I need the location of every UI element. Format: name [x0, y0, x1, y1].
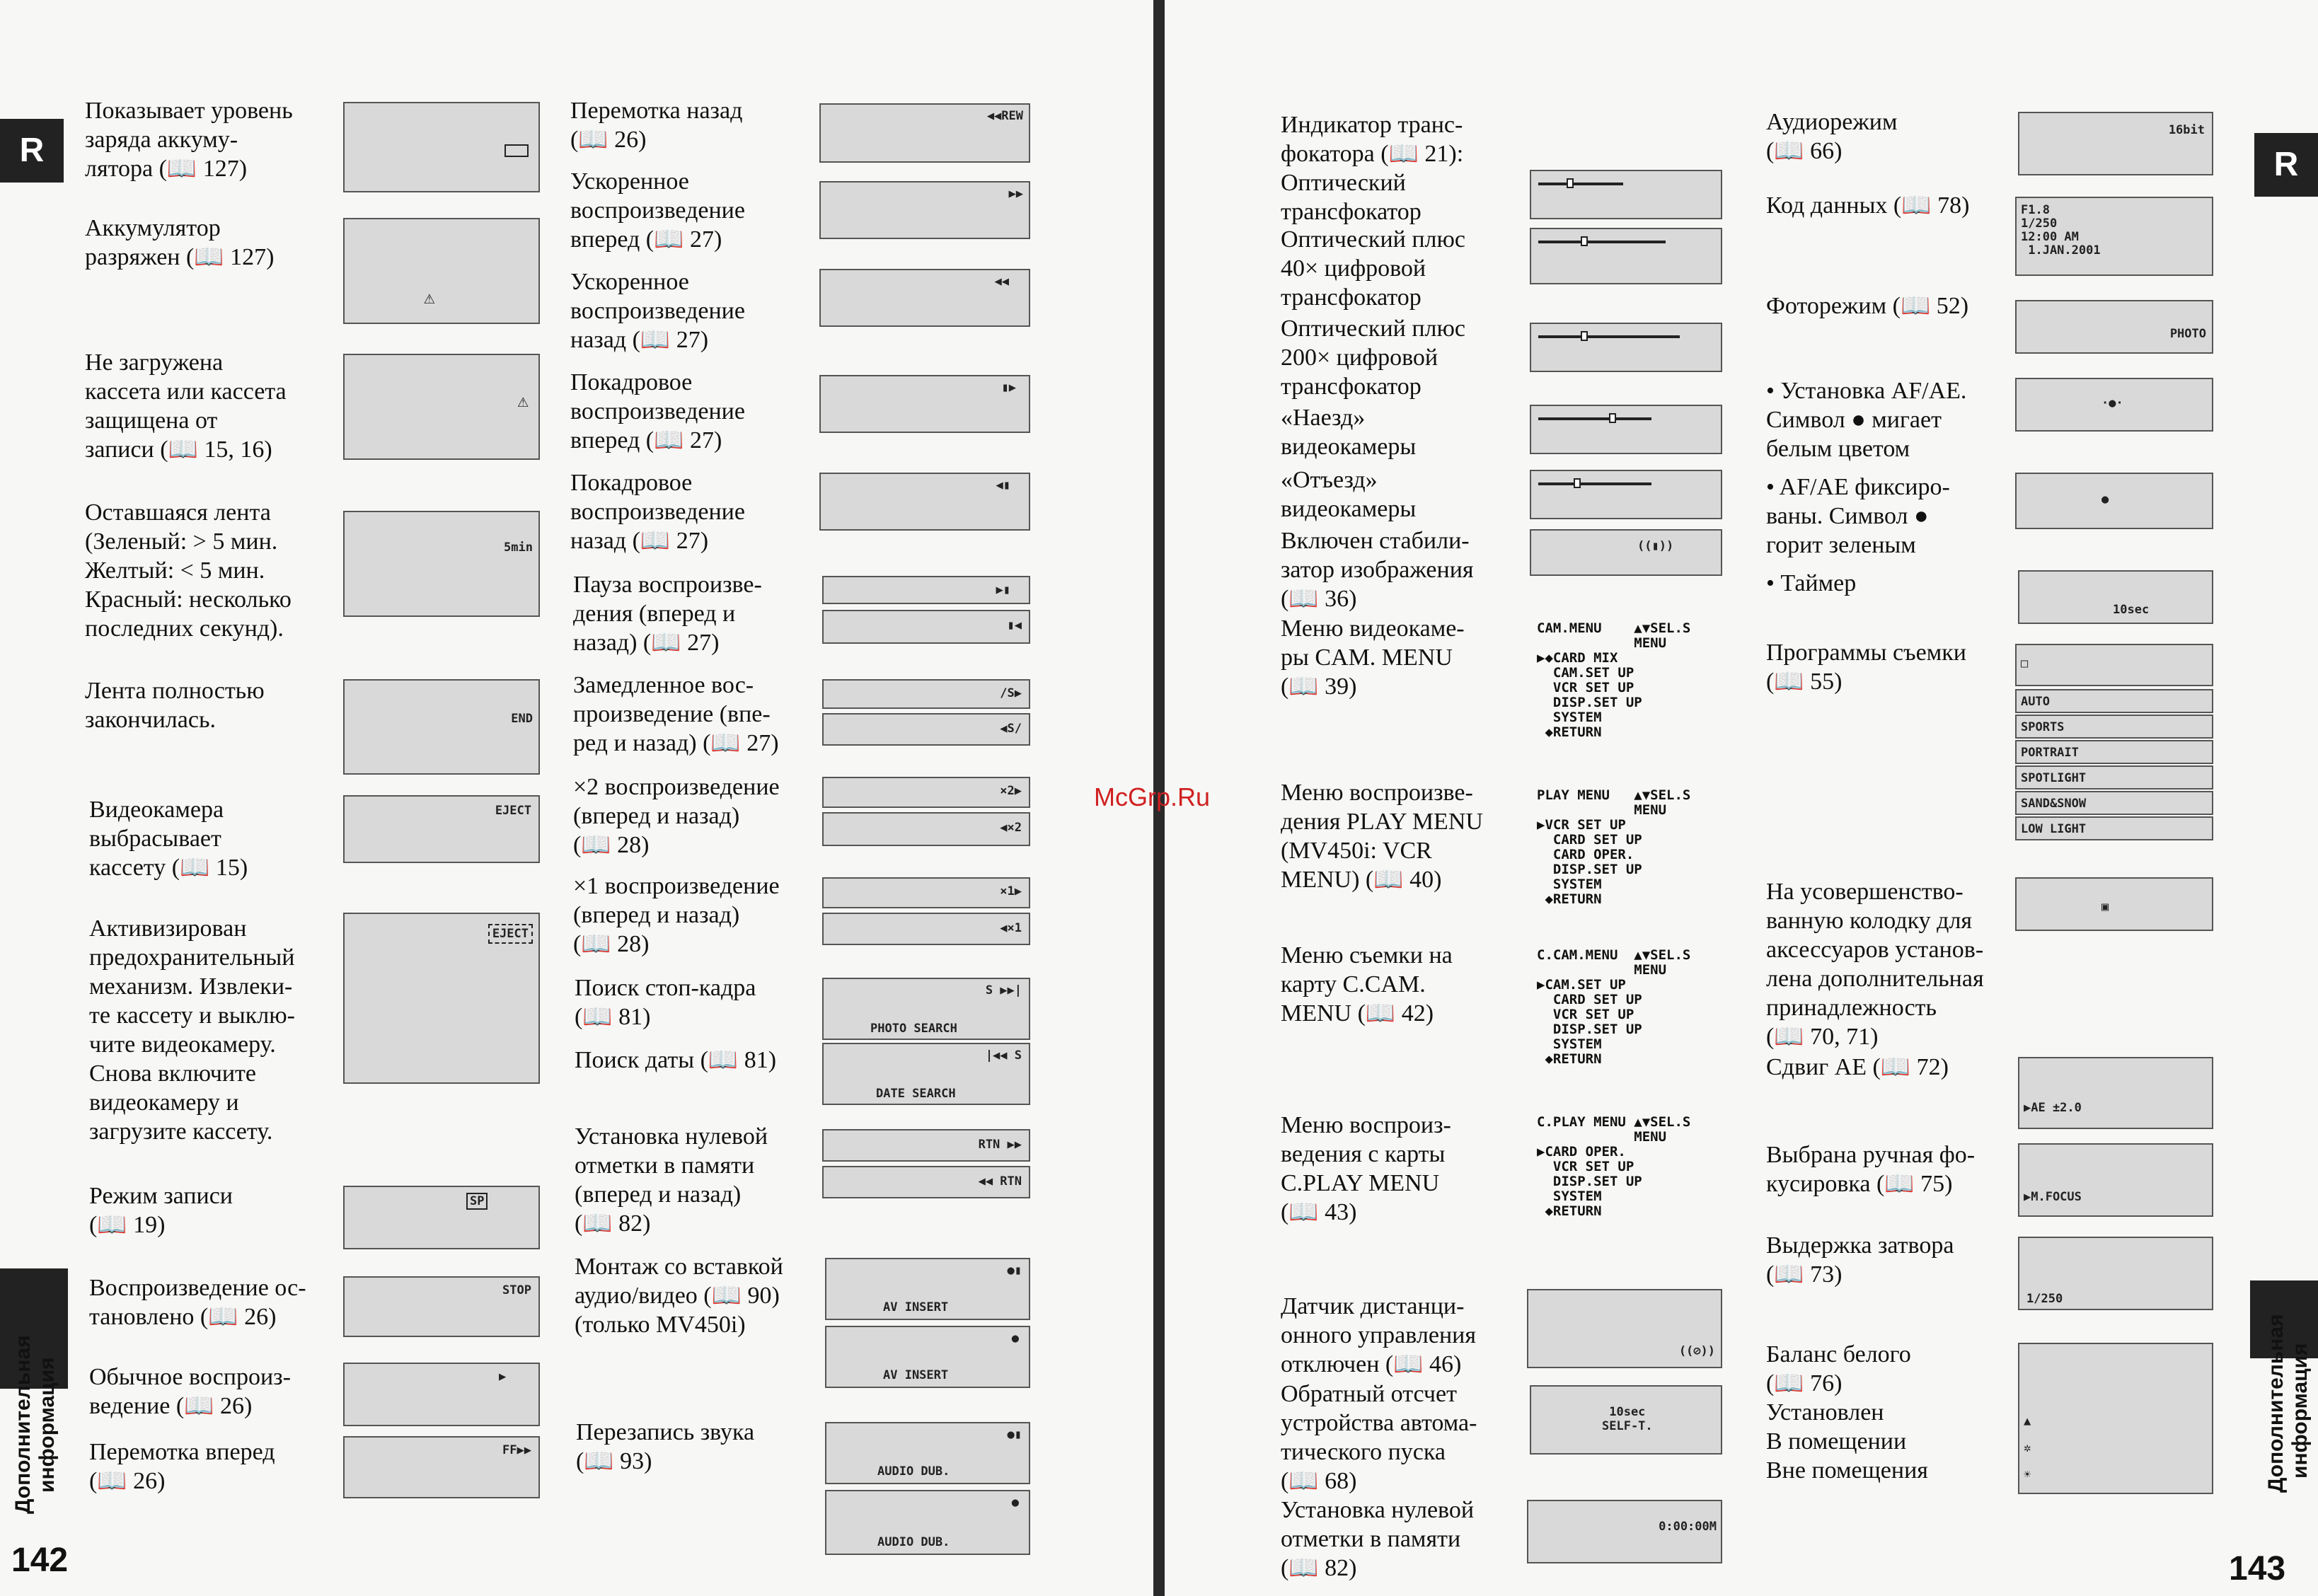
x2-back-label: ◀×2: [1000, 821, 1022, 835]
side-label-right-2: информация: [2288, 1343, 2312, 1479]
entry-battery-exhausted: Аккумулятор разряжен (📖 127): [85, 215, 275, 270]
entry-photo-search: Поиск стоп-кадра (📖 81): [575, 975, 756, 1030]
section-tab-right: R: [2254, 133, 2318, 197]
rtn-fwd-label: RTN ▶▶: [978, 1138, 1022, 1152]
zoom-marker: [1609, 413, 1616, 423]
ccam-menu-screen: C.CAM.MENU ▲▼SEL.S MENU ▶CAM.SET UP CARD SET UP VCR SET UP DISP.SET UP SYSTEM ◆RETURN: [1537, 947, 1691, 1067]
side-label-left-1: Дополнительная: [11, 1335, 35, 1514]
entry-fast-play-back: Ускоренное воспроизведение назад (📖 27): [570, 269, 745, 353]
x2-fwd-label: ×2▶: [1000, 784, 1022, 798]
entry-programs: Программы съемки (📖 55): [1766, 640, 1966, 695]
self-timer-label: 10sec SELF-T.: [1602, 1405, 1653, 1433]
entry-av-insert: Монтаж со вставкой аудио/видео (📖 90) (только MV450i): [575, 1254, 783, 1338]
cam-menu-screen: CAM.MENU ▲▼SEL.S MENU ▶◆CARD MIX CAM.SET UP VCR SET UP DISP.SET UP SYSTEM ◆RETURN: [1537, 620, 1691, 740]
screen-x2-fwd: [822, 777, 1030, 808]
entry-data-code: Код данных (📖 78): [1766, 192, 1970, 219]
screen-tape-end: [343, 679, 540, 775]
date-search-label: DATE SEARCH: [876, 1087, 956, 1101]
af-ae-lock-icon: ●: [2101, 492, 2109, 507]
entry-fast-play-fwd: Ускоренное воспроизведение вперед (📖 27): [570, 168, 745, 253]
screen-stop: [343, 1276, 540, 1337]
program-portrait: PORTRAIT: [2015, 740, 2213, 764]
remote-off-icon: ((⊘)): [1678, 1344, 1715, 1358]
program-spotlight: SPOTLIGHT: [2015, 765, 2213, 790]
entry-audio-dub: Перезапись звука (📖 93): [576, 1419, 755, 1474]
entry-x2-play: ×2 воспроизведение (вперед и назад) (📖 28): [573, 774, 780, 858]
screen-av-insert-2: [825, 1326, 1030, 1388]
ae-shift-label: ▶AE ±2.0: [2024, 1101, 2082, 1115]
x1-back-label: ◀×1: [1000, 921, 1022, 935]
stabilizer-icon: ((▮)): [1637, 539, 1674, 553]
remaining-tape-label: 5min: [504, 540, 533, 555]
entry-no-cassette: Не загружена кассета или кассета защищена от записи (📖 15, 16): [85, 349, 287, 463]
entry-audio-mode: Аудиорежим (📖 66): [1766, 109, 1898, 164]
entry-white-balance: Баланс белого (📖 76) Установлен В помещении Вне помещения: [1766, 1341, 1928, 1484]
frame-fwd-label: ▮▶: [1001, 381, 1016, 395]
entry-battery-level: Показывает уровень заряда аккуму- лятора (📖 127): [85, 98, 293, 182]
entry-zoom-in: «Наезд» видеокамеры: [1281, 405, 1417, 460]
entry-accessory-shoe: На усовершенство- ванную колодку для аксессуаров установ- лена дополнительная принадлежность (📖 70, 71): [1766, 879, 1984, 1050]
entry-af-ae-locked: • AF/AE фиксиро- ваны. Символ ● горит зеленым: [1766, 474, 1950, 558]
screen-rewind: [819, 103, 1030, 163]
entry-photo-mode: Фоторежим (📖 52): [1766, 293, 1969, 319]
screen-remote-off: [1527, 1289, 1722, 1368]
entry-record-mode: Режим записи (📖 19): [89, 1183, 233, 1238]
screen-pause-back: [822, 610, 1030, 644]
audio-dub-label-2: AUDIO DUB.: [877, 1535, 950, 1549]
entry-rewind: Перемотка назад (📖 26): [570, 98, 743, 153]
zoom-bar: [1538, 417, 1651, 420]
play-label: ▶: [499, 1370, 507, 1384]
accessory-icon: ▣: [2101, 900, 2109, 914]
zoom-marker: [1581, 331, 1588, 341]
x1-fwd-label: ×1▶: [1000, 884, 1022, 898]
screen-x1-fwd: [822, 877, 1030, 908]
screen-photo-mode: [2015, 300, 2213, 354]
entry-slow-play: Замедленное вос- произведение (впе- ред и назад) (📖 27): [573, 672, 779, 756]
side-label-left-2: информация: [35, 1357, 59, 1493]
photo-mode-label: PHOTO: [2169, 327, 2206, 341]
battery-warning-icon: ⚠: [424, 287, 435, 308]
screen-fast-play-fwd: [819, 181, 1030, 239]
screen-x1-back: [822, 913, 1030, 945]
screen-zero-memory-fwd: [822, 1129, 1030, 1162]
screen-audio-dub-1: [825, 1422, 1030, 1484]
play-menu-screen: PLAY MENU ▲▼SEL.S MENU ▶VCR SET UP CARD SET UP CARD OPER. DISP.SET UP SYSTEM ◆RETURN: [1537, 787, 1691, 907]
screen-accessory-shoe: [2015, 877, 2213, 931]
audio-dub-label-1: AUDIO DUB.: [877, 1464, 950, 1479]
entry-date-search: Поиск даты (📖 81): [575, 1047, 777, 1073]
screen-x2-back: [822, 812, 1030, 846]
battery-icon: [504, 144, 529, 157]
audio-dub-icon-1: ●▮: [1007, 1428, 1022, 1442]
screen-fast-forward: [343, 1436, 540, 1498]
screen-zoom-out: [1530, 470, 1722, 519]
screen-safety-mechanism: [343, 913, 540, 1084]
zoom-bar: [1538, 241, 1666, 243]
screen-av-insert-1: [825, 1258, 1030, 1320]
zoom-bar: [1538, 482, 1651, 485]
screen-white-balance: [2018, 1343, 2213, 1494]
zero-memory-counter: 0:00:00M: [1659, 1520, 1717, 1534]
photo-search-icons: S ▶▶|: [985, 983, 1022, 998]
screen-stabilizer: [1530, 529, 1722, 576]
page-number-left: 142: [11, 1542, 69, 1579]
af-ae-blink-icon: ·●·: [2101, 396, 2123, 410]
rtn-back-label: ◀◀ RTN: [978, 1174, 1022, 1189]
entry-ae-shift: Сдвиг AE (📖 72): [1766, 1054, 1949, 1080]
av-insert-label-1: AV INSERT: [883, 1300, 949, 1314]
side-label-right-1: Дополнительная: [2264, 1314, 2288, 1493]
cassette-warning-icon: ⚠: [517, 391, 529, 412]
screen-normal-playback: [343, 1363, 540, 1426]
entry-remaining-tape: Оставшаяся лента (Зеленый: > 5 мин. Желтый: < 5 мин. Красный: несколько последних секунд).: [85, 499, 292, 642]
screen-manual-focus: [2018, 1143, 2213, 1217]
screen-ae-shift: [2018, 1057, 2213, 1129]
screen-timer: [2018, 570, 2213, 624]
entry-af-ae-set: • Установка AF/AE. Символ ● мигает белым цветом: [1766, 378, 1967, 462]
entry-tape-end: Лента полностью закончилась.: [85, 678, 265, 733]
white-balance-icons: ▲ ✲ ☀: [2024, 1414, 2031, 1482]
record-mode-label: SP: [466, 1193, 488, 1210]
entry-zoom-out: «Отъезд» видеокамеры: [1281, 467, 1417, 522]
data-code-label: F1.8 1/250 12:00 AM 1.JAN.2001: [2021, 203, 2101, 258]
screen-audio-mode: [2018, 112, 2213, 175]
screen-zoom-200x: [1530, 323, 1722, 372]
screen-af-ae-locked: [2015, 473, 2213, 529]
fast-play-fwd-label: ▶▶: [1008, 187, 1023, 201]
zoom-marker: [1581, 236, 1588, 246]
page-number-right: 143: [2229, 1550, 2286, 1588]
entry-manual-focus: Выбрана ручная фо- кусировка (📖 75): [1766, 1142, 1976, 1197]
av-insert-icon-2: ●: [1011, 1331, 1019, 1346]
audio-dub-icon-2: ●: [1011, 1496, 1019, 1510]
screen-zoom-40x: [1530, 228, 1722, 284]
screen-photo-search: [822, 978, 1030, 1040]
manual-focus-label: ▶M.FOCUS: [2024, 1190, 2082, 1204]
screen-record-mode: [343, 1186, 540, 1249]
entry-remote-off: Датчик дистанци- онного управления отключен (📖 46): [1281, 1293, 1476, 1377]
fast-play-back-label: ◀◀: [994, 274, 1009, 289]
screen-eject: [343, 795, 540, 863]
screen-data-code: [2015, 197, 2213, 276]
screen-date-search: [822, 1043, 1030, 1105]
av-insert-label-2: AV INSERT: [883, 1368, 949, 1382]
screen-no-cassette: [343, 354, 540, 460]
entry-pause: Пауза воспроизве- дения (вперед и назад) (📖 27): [573, 572, 762, 656]
zoom-bar: [1538, 335, 1680, 338]
frame-back-label: ◀▮: [996, 478, 1010, 492]
program-sand-snow: SAND&SNOW: [2015, 791, 2213, 815]
cplay-menu-screen: C.PLAY MENU ▲▼SEL.S MENU ▶CARD OPER. VCR SET UP DISP.SET UP SYSTEM ◆RETURN: [1537, 1114, 1691, 1219]
screen-slow-fwd: [822, 679, 1030, 709]
tape-end-label: END: [511, 712, 533, 726]
slow-fwd-label: /S▶: [1000, 686, 1022, 700]
screen-battery-level: [343, 102, 540, 192]
photo-search-label: PHOTO SEARCH: [870, 1022, 957, 1036]
zoom-marker: [1567, 178, 1574, 188]
entry-zoom-40x: Оптический плюс 40× цифровой трансфокатор: [1281, 226, 1465, 311]
screen-zero-memory-back: [822, 1166, 1030, 1198]
screen-self-timer: [1530, 1385, 1722, 1455]
ff-label: FF▶▶: [502, 1443, 531, 1457]
screen-remaining-tape: [343, 511, 540, 617]
entry-x1-play: ×1 воспроизведение (вперед и назад) (📖 28): [573, 873, 780, 957]
eject-warning-label: EJECT: [488, 924, 533, 944]
entry-self-timer: Обратный отсчет устройства автома- тического пуска (📖 68): [1281, 1381, 1477, 1494]
screen-frame-fwd: [819, 375, 1030, 433]
slow-back-label: ◀S/: [1000, 722, 1022, 736]
screen-programs-manual: [2015, 644, 2213, 686]
screen-zoom-in: [1530, 405, 1722, 454]
entry-normal-playback: Обычное воспроиз- ведение (📖 26): [89, 1364, 291, 1419]
entry-zoom-200x: Оптический плюс 200× цифровой трансфокатор: [1281, 316, 1465, 400]
entry-cplay-menu: Меню воспроиз- ведения с карты C.PLAY MENU (📖 43): [1281, 1112, 1451, 1225]
entry-shutter: Выдержка затвора (📖 73): [1766, 1232, 1954, 1288]
section-tab-left: R: [0, 119, 64, 183]
screen-frame-back: [819, 473, 1030, 531]
pause-fwd-label: ▶▮: [996, 583, 1010, 597]
entry-ccam-menu: Меню съемки на карту C.CAM. MENU (📖 42): [1281, 942, 1453, 1027]
program-auto: AUTO: [2015, 689, 2213, 713]
program-sports: SPORTS: [2015, 715, 2213, 739]
program-low-light: LOW LIGHT: [2015, 816, 2213, 840]
zoom-bar: [1538, 183, 1623, 185]
entry-stop: Воспроизведение ос- тановлено (📖 26): [89, 1275, 306, 1330]
timer-label: 10sec: [2113, 603, 2150, 617]
pause-back-label: ▮◀: [1007, 618, 1022, 632]
entry-frame-fwd: Покадровое воспроизведение вперед (📖 27): [570, 369, 745, 453]
screen-fast-play-back: [819, 269, 1030, 327]
entry-zoom-optical: Индикатор транс- фокатора (📖 21): Оптический трансфокатор: [1281, 112, 1464, 225]
entry-frame-back: Покадровое воспроизведение назад (📖 27): [570, 470, 745, 554]
rewind-label: ◀◀REW: [986, 109, 1023, 123]
eject-label: EJECT: [495, 804, 531, 818]
av-insert-icon-1: ●▮: [1007, 1264, 1022, 1278]
entry-zero-memory-2: Установка нулевой отметки в памяти (📖 82): [1281, 1497, 1475, 1581]
screen-zero-memory-2: [1527, 1500, 1722, 1563]
screen-battery-exhausted: [343, 218, 540, 324]
audio-mode-label: 16bit: [2168, 123, 2205, 137]
screen-audio-dub-2: [825, 1490, 1030, 1555]
screen-zoom-optical: [1530, 170, 1722, 219]
screen-shutter: [2018, 1237, 2213, 1310]
program-manual-icon: □: [2021, 657, 2029, 671]
screen-pause-fwd: [822, 576, 1030, 604]
entry-fast-forward: Перемотка вперед (📖 26): [89, 1439, 275, 1494]
entry-play-menu: Меню воспроизве- дения PLAY MENU (MV450i: VCR MENU) (📖 40): [1281, 780, 1483, 893]
screen-af-ae-set: [2015, 378, 2213, 432]
watermark: McGrp.Ru: [1094, 782, 1211, 811]
entry-stabilizer: Включен стабили- затор изображения (📖 36): [1281, 528, 1474, 612]
entry-cam-menu: Меню видеокаме- ры CAM. MENU (📖 39): [1281, 615, 1465, 700]
entry-timer: • Таймер: [1766, 570, 1857, 596]
entry-eject: Видеокамера выбрасывает кассету (📖 15): [89, 797, 248, 881]
entry-safety-mechanism: Активизирован предохранительный механизм. Извлеки- те кассету и выклю- чите видеокамеру. Снова включите видеокамеру и загрузите кассету.: [89, 915, 295, 1145]
stop-label: STOP: [502, 1283, 531, 1297]
screen-slow-back: [822, 713, 1030, 746]
zoom-marker: [1574, 478, 1581, 488]
shutter-label: 1/250: [2026, 1292, 2063, 1306]
entry-zero-memory: Установка нулевой отметки в памяти (вперед и назад) (📖 82): [575, 1123, 768, 1237]
date-search-icons: |◀◀ S: [985, 1048, 1022, 1063]
